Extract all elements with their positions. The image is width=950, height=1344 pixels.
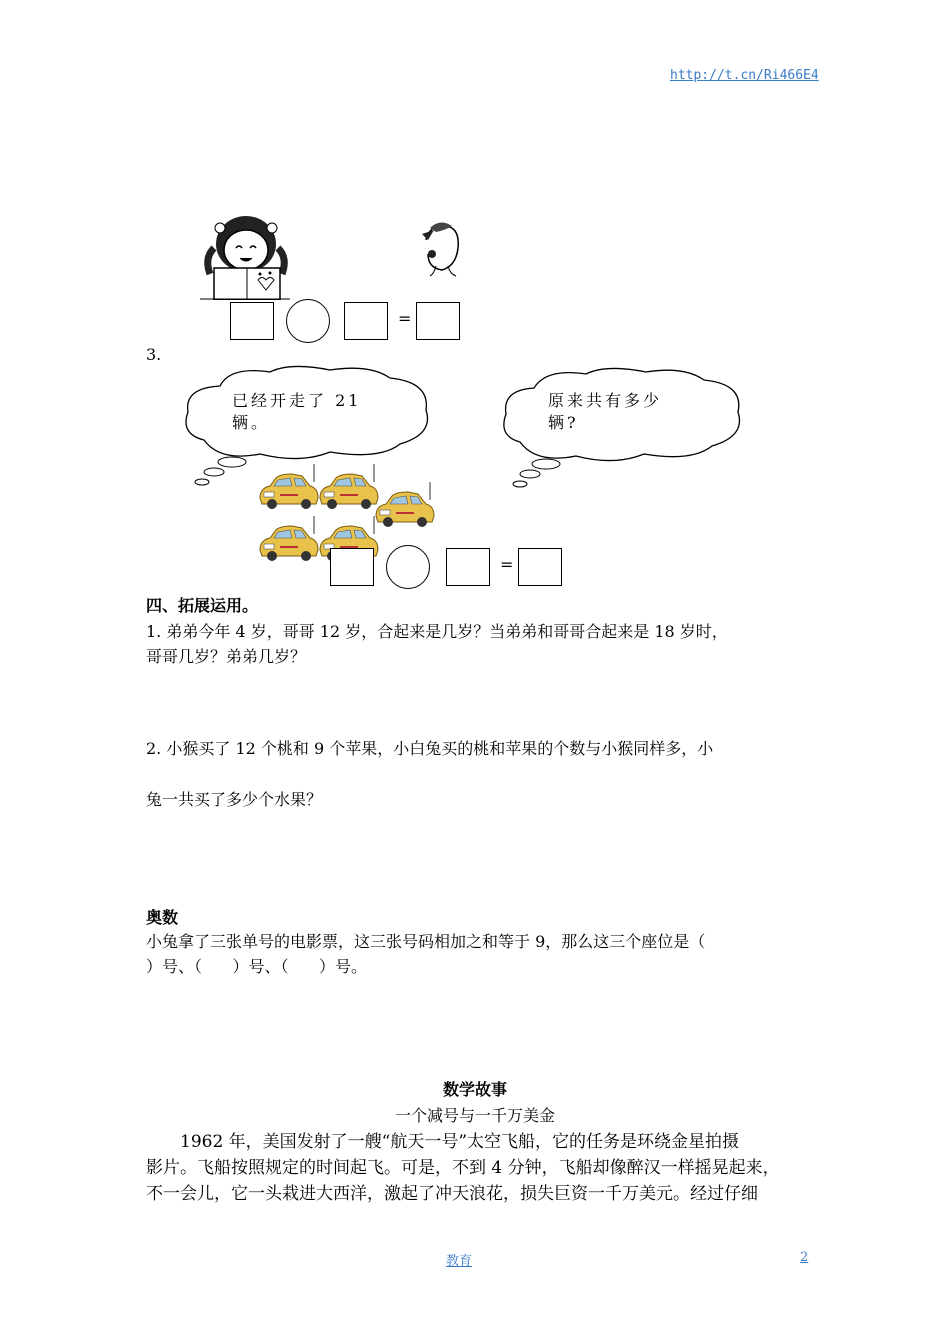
page-number: 2	[800, 1250, 809, 1265]
answer-box[interactable]	[344, 302, 388, 340]
bubble-left-line2: 辆。	[232, 413, 271, 432]
header-link[interactable]: http://t.cn/Ri466E4	[670, 68, 819, 83]
story-title: 数学故事	[442, 1080, 507, 1099]
equals-sign: =	[500, 555, 514, 574]
question-text: 2. 小猴买了 12 个桃和 9 个苹果，小白兔买的桃和苹果的个数与小猴同样多，小	[146, 739, 714, 758]
answer-box[interactable]	[518, 548, 562, 586]
thought-bubble-right	[498, 366, 748, 492]
footer-link[interactable]: 教育	[446, 1254, 473, 1269]
bubble-right-line2: 辆?	[548, 413, 579, 432]
question-text: 兔一共买了多少个水果？	[146, 790, 323, 809]
question-text: 哥哥几岁？弟弟几岁？	[146, 647, 307, 666]
story-subtitle: 一个减号与一千万美金	[394, 1106, 555, 1125]
question-number: 3.	[146, 345, 162, 364]
girl-face-illustration	[416, 220, 464, 278]
answer-box[interactable]	[446, 548, 490, 586]
section-title: 奥数	[146, 908, 179, 927]
answer-box[interactable]	[230, 302, 274, 340]
story-text: 1962 年，美国发射了一艘“航天一号”太空飞船，它的任务是环绕金星拍摄	[180, 1132, 740, 1152]
operator-circle[interactable]	[286, 299, 330, 343]
question-text: 小兔拿了三张单号的电影票，这三张号码相加之和等于 9，那么这三个座位是（	[146, 932, 706, 951]
question-text: 1. 弟弟今年 4 岁，哥哥 12 岁，合起来是几岁？当弟弟和哥哥合起来是 18 岁时，	[146, 622, 728, 641]
equals-sign: =	[398, 309, 412, 328]
section-title: 四、拓展运用。	[146, 596, 259, 615]
answer-box[interactable]	[416, 302, 460, 340]
story-text: 不一会儿，它一头栽进大西洋，激起了冲天浪花，损失巨资一千万美元。经过仔细	[146, 1184, 758, 1204]
bubble-left-line1: 已经开走了 21	[232, 391, 362, 410]
answer-box[interactable]	[330, 548, 374, 586]
question-text: ）号、（ ）号、（ ）号。	[146, 957, 368, 976]
bubble-right-line1: 原来共有多少	[548, 391, 663, 410]
story-text: 影片。飞船按照规定的时间起飞。可是，不到 4 分钟，飞船却像醉汉一样摇晃起来，	[146, 1158, 780, 1178]
girl-reading-illustration	[200, 208, 290, 300]
operator-circle[interactable]	[386, 545, 430, 589]
